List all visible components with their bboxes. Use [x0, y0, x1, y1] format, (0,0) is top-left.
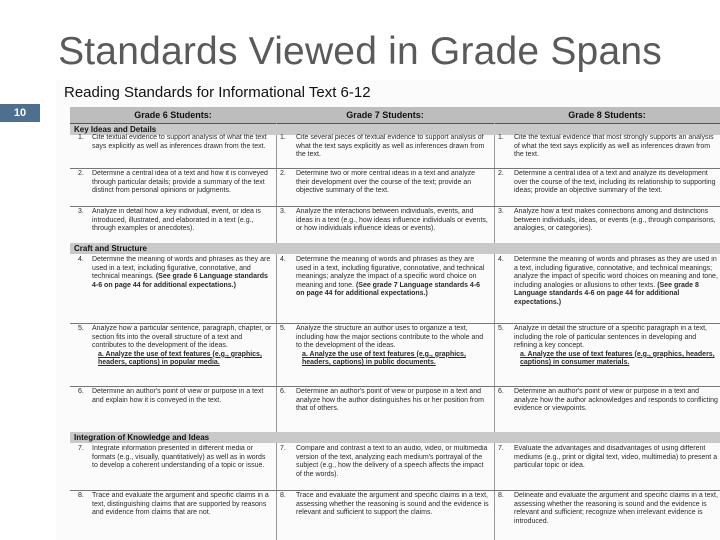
grade7-standard-5: [296, 325, 490, 385]
grade7-standard-4-text: Determine the meaning of words and phrases as they are used in a text, including figurative, connotative, and technical meanings; analyze the impact of a specific word choice on meaning and tone.: [296, 256, 485, 289]
row-divider: [70, 206, 720, 207]
grade8-standard-4-text: Determine the meaning of words and phrases as they are used in a text, including figurative, connotative, and technical meanings; analyze the impact of specific word choices on meaning and tone, including analogies or allusions to other texts.: [514, 256, 718, 289]
column-header-grade-8: Grade 8 Students:: [494, 107, 720, 124]
grade8-standard-1: Cite the textual evidence that most strongly supports an analysis of what the text says explicitly as well as inferences drawn from the text.: [514, 134, 714, 159]
standard-number: 5.: [498, 325, 504, 332]
section-integration: Integration of Knowledge and Ideas: [70, 432, 720, 443]
document-title: Reading Standards for Informational Text 6-12: [64, 84, 371, 101]
grade8-standard-4: [514, 256, 718, 322]
section-key-ideas: Key Ideas and Details: [70, 124, 720, 135]
grade7-standard-3: Analyze the interactions between individuals, events, and ideas in a text (e.g., how ideas influence individuals or events, or how individuals influence ideas or events).: [296, 208, 488, 233]
standards-document-image: [56, 80, 720, 540]
grade8-standard-5: [514, 325, 718, 385]
grade6-standard-3: Analyze in detail how a key individual, event, or idea is introduced, illustrated, and elaborated in a text (e.g., through examples or anecdotes).: [92, 208, 261, 233]
row-divider: [70, 386, 720, 387]
grade6-standard-1: Cite textual evidence to support analysis of what the text says explicitly as well as inferences drawn from the text.: [92, 134, 267, 150]
standard-number: 1.: [78, 134, 84, 141]
grade7-standard-2: Determine two or more central ideas in a text and analyze their development over the course of the text; provide an objective summary of the text.: [296, 170, 475, 195]
row-divider: [70, 168, 720, 169]
grade8-standard-3: Analyze how a text makes connections among and distinctions between individuals, ideas, or events (e.g., through comparisons, analogies, or categories).: [514, 208, 716, 233]
slide-number-badge: 10: [0, 104, 40, 122]
standard-number: 5.: [78, 325, 84, 332]
slide-title: Standards Viewed in Grade Spans: [58, 30, 662, 73]
grade7-standard-6: Determine an author's point of view or purpose in a text and analyze how the author distinguishes his or her position from that of others.: [296, 388, 484, 413]
standard-number: 6.: [280, 388, 286, 395]
grade8-standard-2: Determine a central idea of a text and analyze its development over the course of the text, including its relationship to supporting ideas; provide an objective summary of the text.: [514, 170, 716, 195]
grade8-standard-6: Determine an author's point of view or purpose in a text and analyze how the author acknowledges and responds to conflicting evidence or viewpoints.: [514, 388, 718, 413]
column-header-grade-6: Grade 6 Students:: [70, 107, 276, 124]
standard-number: 3.: [280, 208, 286, 215]
grade6-standard-5: [92, 325, 272, 385]
standard-number: 2.: [78, 170, 84, 177]
column-header-grade-7: Grade 7 Students:: [276, 107, 494, 124]
standard-number: 4.: [280, 256, 286, 263]
standard-number: 6.: [78, 388, 84, 395]
standard-number: 8.: [280, 492, 286, 499]
grade8-standard-4-reference: (See grade 8 Language standards 4-6 on page 44 for additional expectations.): [514, 281, 699, 306]
grade6-standard-4: [92, 256, 272, 308]
standard-number: 3.: [78, 208, 84, 215]
standard-number: 2.: [280, 170, 286, 177]
standard-number: 1.: [280, 134, 286, 141]
grade8-standard-5a: a. Analyze the use of text features (e.g., graphics, headers, captions) in consumer materials.: [520, 350, 715, 367]
grade7-standard-5-text: Analyze the structure an author uses to organize a text, including how the major sections contribute to the whole and to the development of the ideas.: [296, 325, 484, 350]
section-craft-structure: Craft and Structure: [70, 243, 720, 254]
standard-number: 1.: [498, 134, 504, 141]
row-divider: [70, 323, 720, 324]
grade8-standard-5-text: Analyze in detail the structure of a specific paragraph in a text, including the role of particular sentences in developing and refining a key concept.: [514, 325, 707, 350]
column-divider: [276, 123, 277, 540]
standard-number: 4.: [78, 256, 84, 263]
grade6-standard-8: Trace and evaluate the argument and specific claims in a text, distinguishing claims that are supported by reasons and evidence from claims that are not.: [92, 492, 269, 517]
standard-number: 6.: [498, 388, 504, 395]
grade7-standard-5a: a. Analyze the use of text features (e.g., graphics, headers, captions) in public documents.: [302, 350, 466, 367]
grade6-standard-2: Determine a central idea of a text and how it is conveyed through particular details; provide a summary of the text distinct from personal opinions or judgments.: [92, 170, 268, 195]
standard-number: 3.: [498, 208, 504, 215]
grade8-standard-8: Delineate and evaluate the argument and specific claims in a text, assessing whether the reasoning is sound and the evidence is relevant and sufficient; recognize when irrelevant evidence is introduced.: [514, 492, 718, 525]
standard-number: 5.: [280, 325, 286, 332]
grade7-standard-4: [296, 256, 490, 308]
standard-number: 2.: [498, 170, 504, 177]
grade7-standard-8: Trace and evaluate the argument and specific claims in a text, assessing whether the reasoning is sound and the evidence is relevant and sufficient to support the claims.: [296, 492, 489, 517]
grade8-standard-7: Evaluate the advantages and disadvantages of using different mediums (e.g., print or digital text, video, multimedia) to present a particular topic or idea.: [514, 445, 718, 470]
grade6-standard-4-reference: (See grade 6 Language standards 4-6 on page 44 for additional expectations.): [92, 273, 268, 289]
grade6-standard-4-text: Determine the meaning of words and phrases as they are used in a text, including figurative, connotative, and technical meanings.: [92, 256, 271, 281]
column-divider: [494, 123, 495, 540]
grade7-standard-1: Cite several pieces of textual evidence to support analysis of what the text says explicitly as well as inferences drawn from the text.: [296, 134, 485, 159]
standard-number: 4.: [498, 256, 504, 263]
grade6-standard-5a: a. Analyze the use of text features (e.g., graphics, headers, captions) in popular media.: [98, 350, 262, 367]
grade6-standard-7: Integrate information presented in different media or formats (e.g., visually, quantitatively) as well as in words to develop a coherent understanding of a topic or issue.: [92, 445, 266, 470]
standard-number: 7.: [78, 445, 84, 452]
grade6-standard-6: Determine an author's point of view or purpose in a text and explain how it is conveyed in the text.: [92, 388, 264, 404]
standard-number: 7.: [280, 445, 286, 452]
standard-number: 8.: [498, 492, 504, 499]
grade7-standard-4-reference: (See grade 7 Language standards 4-6 on page 44 for additional expectations.): [296, 281, 481, 298]
standard-number: 7.: [498, 445, 504, 452]
grade7-standard-7: Compare and contrast a text to an audio, video, or multimedia version of the text, analyzing each medium's portrayal of the subject (e.g., how the delivery of a speech affects the impact of the words).: [296, 445, 488, 478]
standard-number: 8.: [78, 492, 84, 499]
grade6-standard-5-text: Analyze how a particular sentence, paragraph, chapter, or section fits into the overall structure of a text and contributes to the development of the ideas.: [92, 325, 272, 350]
row-divider: [70, 490, 720, 491]
